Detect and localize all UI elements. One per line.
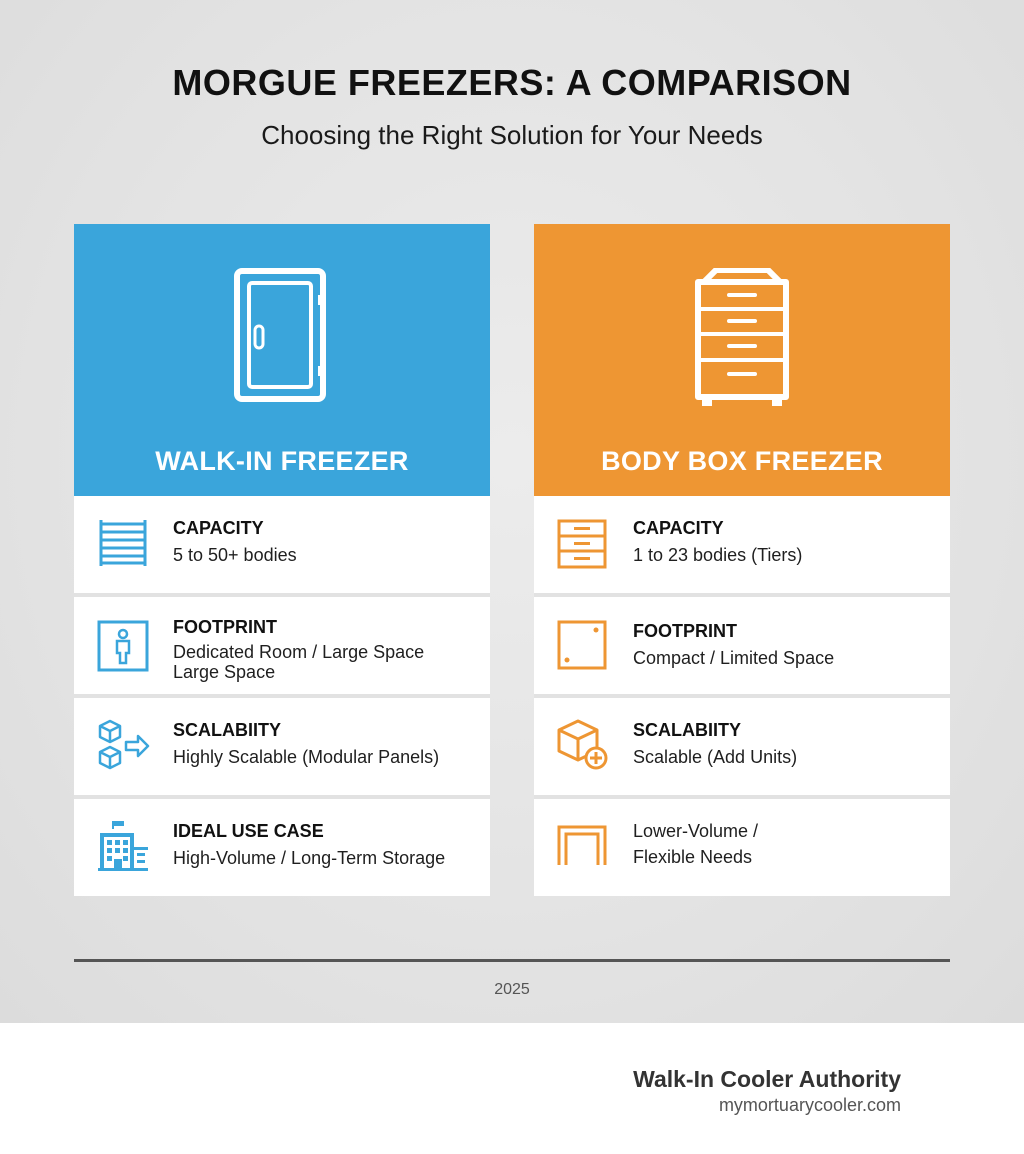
walk-in-scalability-row: [74, 698, 490, 799]
footer-divider: [74, 959, 950, 962]
body-box-column: [534, 224, 950, 896]
walk-in-title: WALK-IN FREEZER: [155, 446, 409, 476]
footprint-value: Dedicated Room / Large Space: [173, 642, 425, 662]
footprint-label: FOOTPRINT: [633, 621, 737, 641]
room-person-icon: [96, 619, 150, 673]
body-box-capacity-row: [534, 496, 950, 597]
scalability-value: Scalable (Add Units): [633, 747, 798, 767]
shelving-rack-icon: [96, 516, 150, 570]
scalability-label: SCALABIITY: [173, 720, 281, 740]
body-box-header: [534, 224, 950, 496]
compact-square-icon: [556, 619, 610, 673]
walk-in-use-case-row: [74, 799, 490, 896]
drawer-stack-icon: [556, 518, 610, 572]
footprint-value-line2: Large Space: [173, 662, 276, 682]
use-case-value: Lower-Volume /: [633, 821, 759, 841]
body-box-scalability-row: [534, 698, 950, 799]
body-box-footprint-row: [534, 597, 950, 698]
modular-cubes-icon: [96, 718, 150, 772]
use-case-label: IDEAL USE CASE: [173, 821, 324, 841]
capacity-value: 5 to 50+ bodies: [173, 545, 297, 565]
drawer-cabinet-icon: [534, 268, 950, 408]
footprint-label: FOOTPRINT: [173, 617, 277, 637]
page-title: MORGUE FREEZERS: A COMPARISON: [172, 62, 852, 103]
scalability-label: SCALABIITY: [633, 720, 741, 740]
body-box-use-case-row: [534, 799, 950, 896]
scalability-value: Highly Scalable (Modular Panels): [173, 747, 440, 767]
use-case-value-line2: Flexible Needs: [633, 847, 753, 867]
footprint-value: Compact / Limited Space: [633, 648, 835, 668]
page-subtitle: Choosing the Right Solution for Your Needs: [261, 120, 763, 150]
footer-year: 2025: [494, 981, 530, 998]
walk-in-column: [74, 224, 490, 896]
frame-icon: [556, 821, 610, 875]
use-case-value: High-Volume / Long-Term Storage: [173, 848, 446, 868]
walk-in-capacity-row: [74, 496, 490, 597]
building-icon: [96, 819, 150, 873]
body-box-title: BODY BOX FREEZER: [601, 446, 883, 476]
capacity-value: 1 to 23 bodies (Tiers): [633, 545, 803, 565]
cube-plus-icon: [556, 718, 610, 772]
capacity-label: CAPACITY: [173, 518, 264, 538]
brand-url[interactable]: mymortuarycooler.com: [718, 1095, 901, 1115]
capacity-label: CAPACITY: [633, 518, 724, 538]
brand-name: Walk-In Cooler Authority: [633, 1066, 901, 1092]
door-icon: [74, 268, 490, 408]
walk-in-header: [74, 224, 490, 496]
brand-block: [633, 1066, 901, 1116]
walk-in-footprint-row: [74, 597, 490, 698]
